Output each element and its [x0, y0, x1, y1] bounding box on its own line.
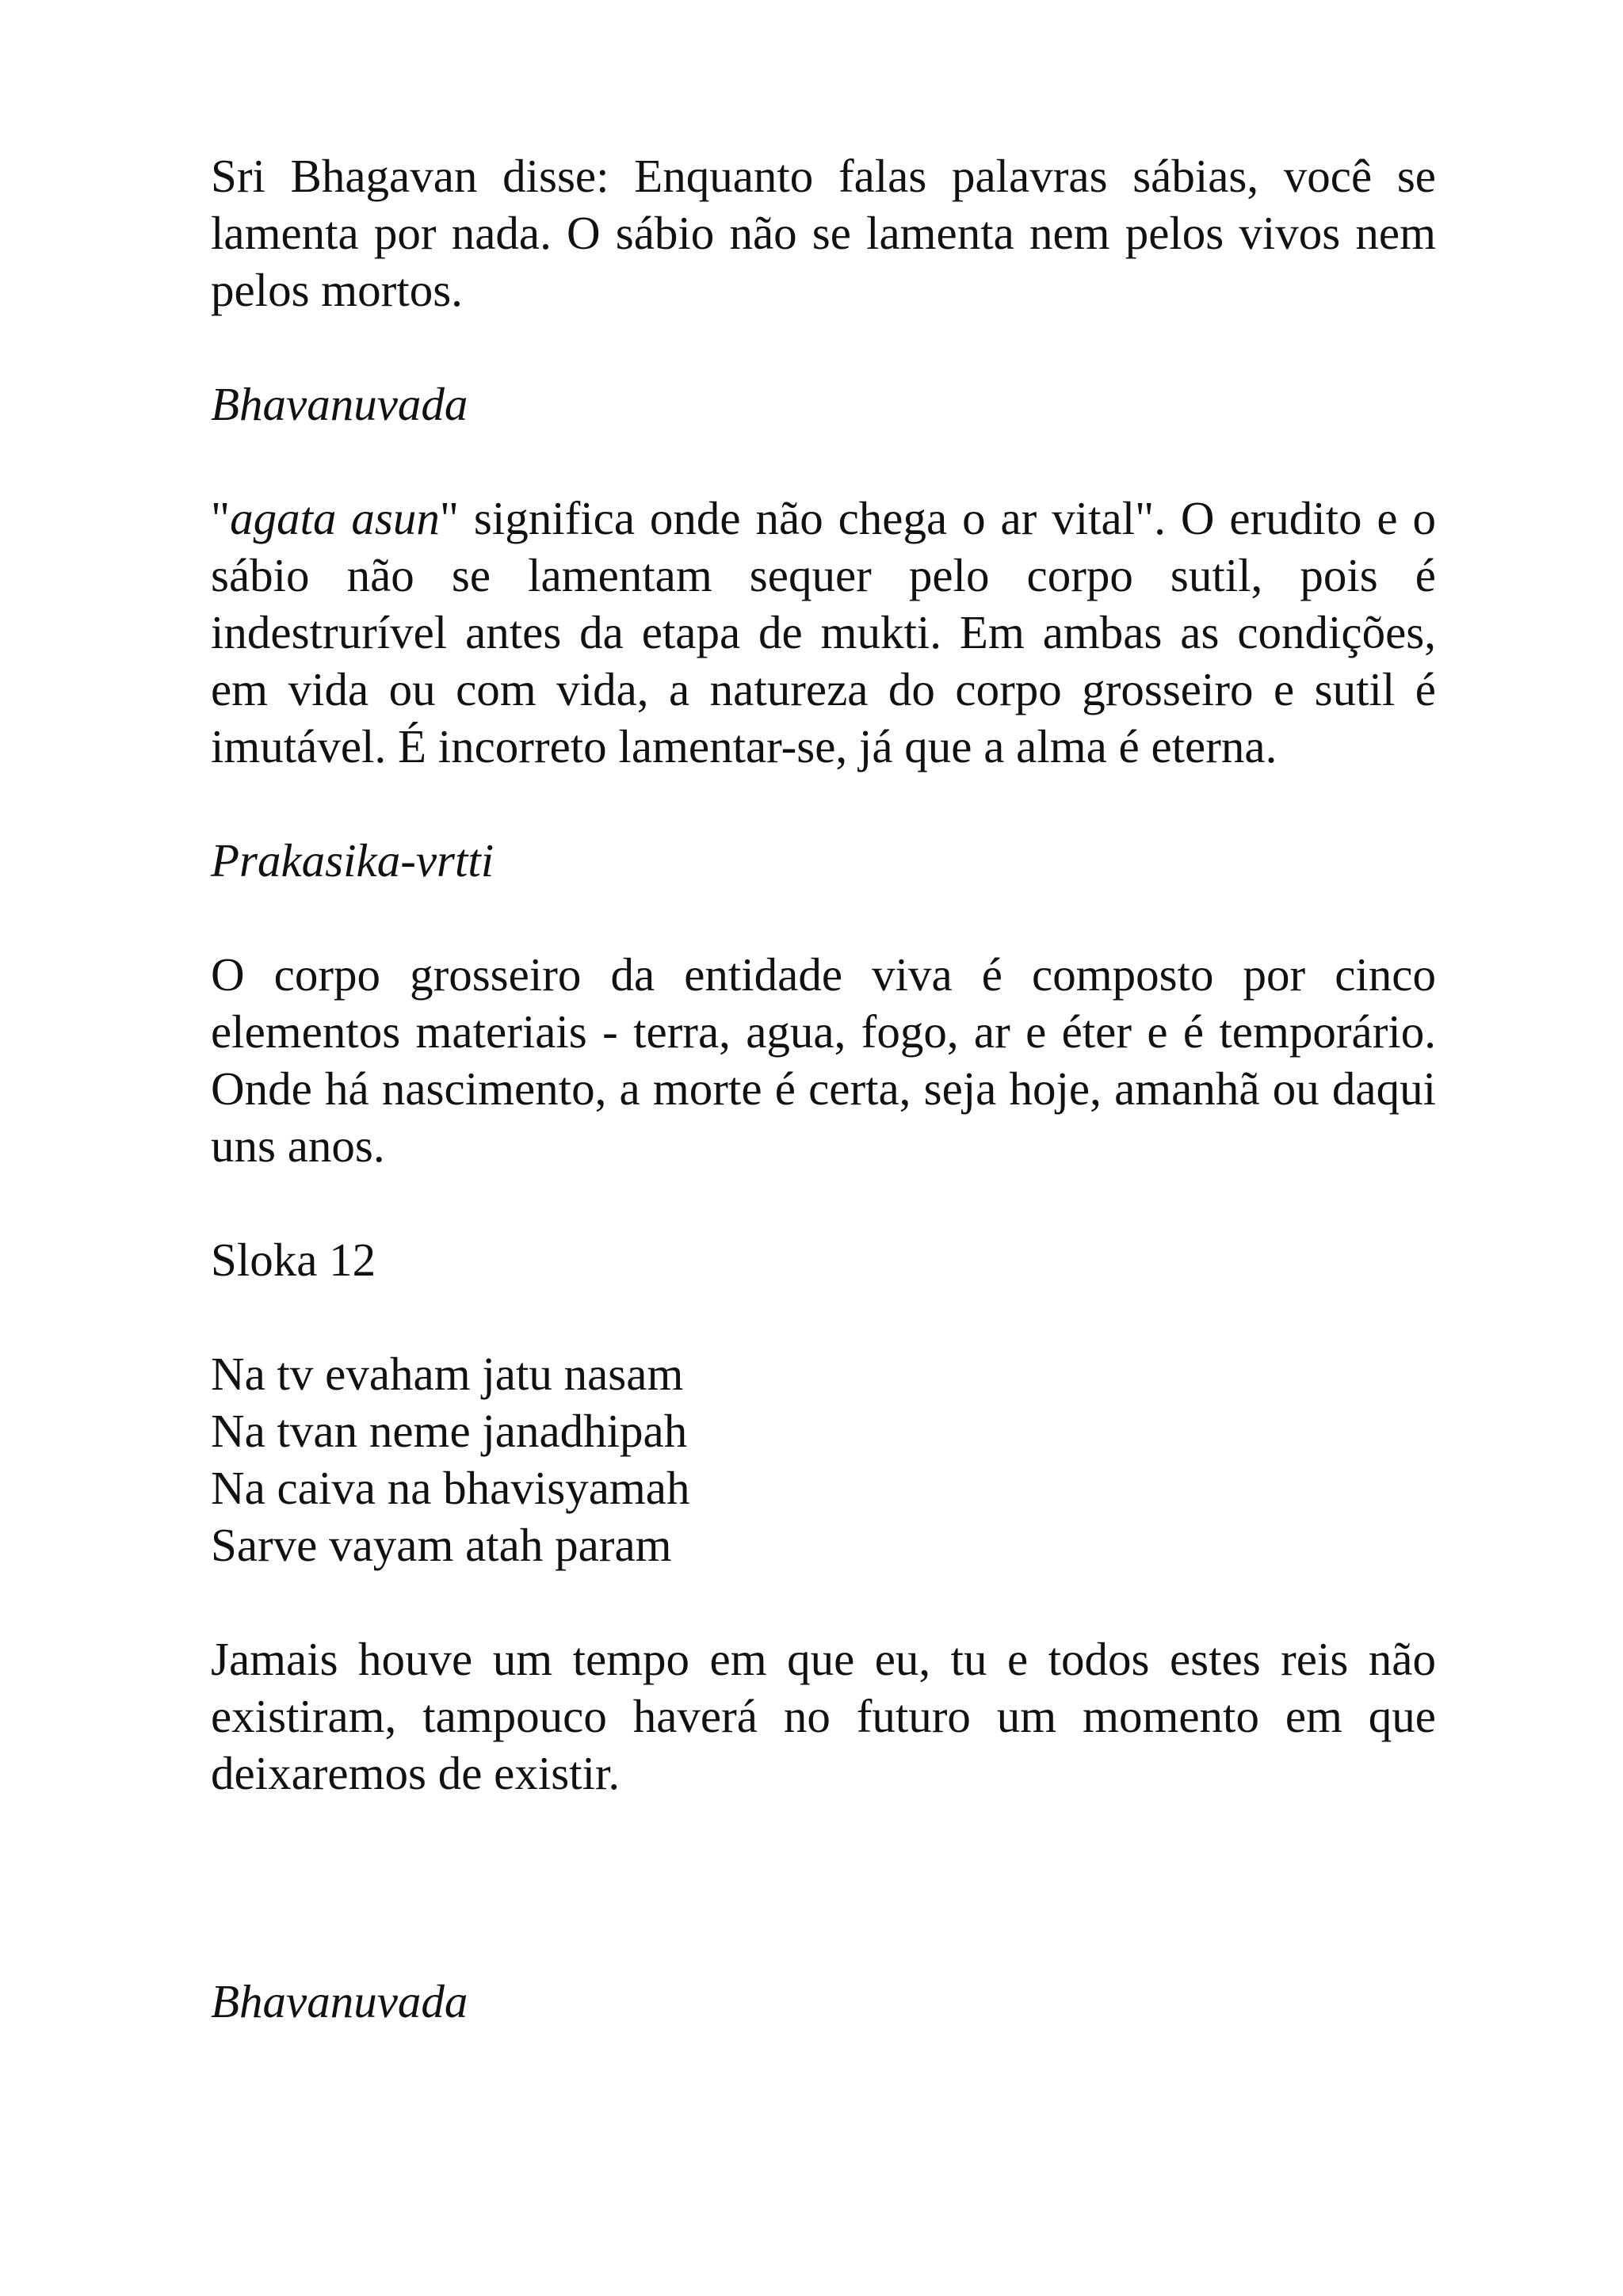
spacer [211, 889, 1436, 946]
document-page [211, 147, 1436, 2030]
heading-prakasika-vrtti: Prakasika-vrtti [211, 834, 495, 887]
heading-bhavanuvada-2: Bhavanuvada [211, 1975, 468, 2027]
verse-line: Sarve vayam atah param [211, 1519, 672, 1571]
verse-line: Na caiva na bhavisyamah [211, 1462, 690, 1514]
paragraph-bhagavan-speech: Sri Bhagavan disse: Enquanto falas palavras sábias, você se lamenta por nada. O sábio não se lamenta nem pelos vivos nem pelos mortos. [211, 150, 1436, 316]
heading-bhavanuvada: Bhavanuvada [211, 378, 468, 430]
paragraph-text: " significa onde não chega o ar vital". O erudito e o sábio não se lamentam sequer pelo corpo sutil, pois é indestrurível antes da etapa de mukti. Em ambas as condições, em vida ou com vida, a natureza do corpo grosseiro e sutil é imutável. É incorreto lamentar-se, já que a alma é eterna. [211, 492, 1436, 772]
verse-block [211, 1345, 1436, 1573]
italic-term: agata asun [230, 492, 440, 544]
spacer [211, 433, 1436, 490]
verse-line: Na tv evaham jatu nasam [211, 1348, 684, 1400]
paragraph-agata-asun [211, 490, 1436, 775]
sloka-title: Sloka 12 [211, 1234, 376, 1286]
open-quote: " [211, 492, 231, 544]
paragraph-corpo-grosseiro: O corpo grosseiro da entidade viva é composto por cinco elementos materiais - terra, agua, fogo, ar e éter e é temporário. Onde há nascimento, a morte é certa, seja hoje, amanhã ou daqui uns anos. [211, 948, 1436, 1172]
verse-line: Na tvan neme janadhipah [211, 1405, 688, 1457]
spacer [211, 1802, 1436, 1973]
spacer [211, 1573, 1436, 1630]
spacer [211, 1288, 1436, 1345]
spacer [211, 775, 1436, 832]
spacer [211, 1174, 1436, 1231]
spacer [211, 318, 1436, 376]
paragraph-translation: Jamais houve um tempo em que eu, tu e todos estes reis não existiram, tampouco haverá no futuro um momento em que deixaremos de existir. [211, 1633, 1436, 1799]
